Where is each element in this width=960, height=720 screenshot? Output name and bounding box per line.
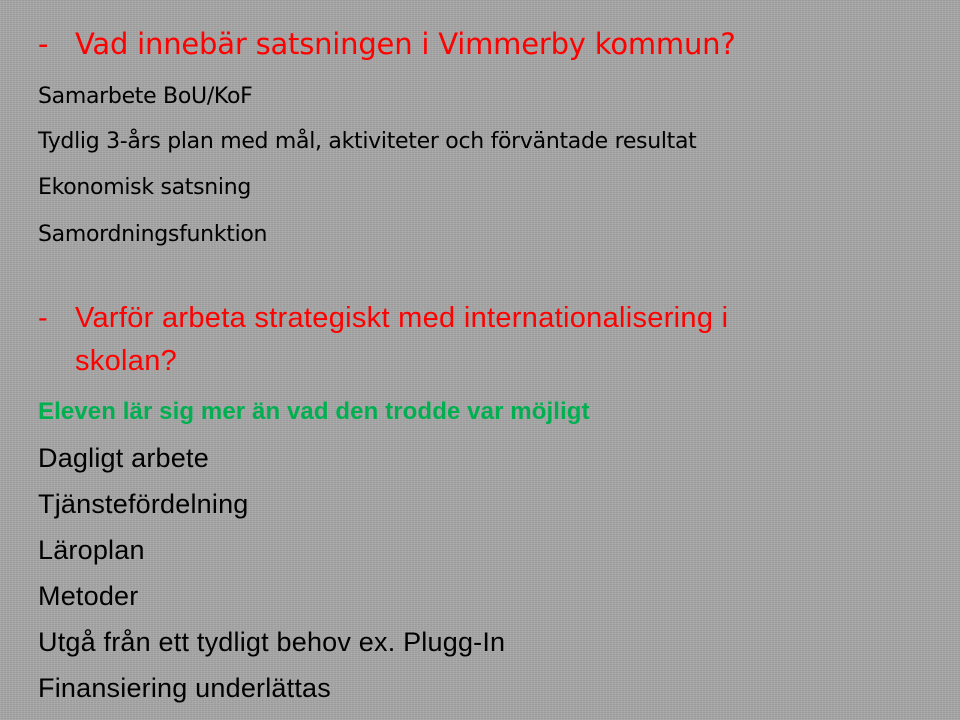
section1-dash: - [38, 26, 49, 61]
section2-item-tjanstefordelning: Tjänstefördelning [38, 489, 249, 519]
section2-item-metoder: Metoder [38, 581, 139, 611]
section1-item-samordning: Samordningsfunktion [38, 222, 268, 247]
section2-heading-continuation: skolan? [75, 345, 178, 377]
section2-dash: - [38, 302, 48, 334]
section2-item-laroplan: Läroplan [38, 535, 145, 565]
section2-heading-text: Varför arbeta strategiskt med internationalisering i [75, 302, 729, 334]
section1-item-ekonomisk: Ekonomisk satsning [38, 175, 252, 200]
section2-highlight: Eleven lär sig mer än vad den trodde var möjligt [38, 398, 590, 425]
section2-item-dagligt: Dagligt arbete [38, 443, 209, 473]
section1-item-samarbete: Samarbete BoU/KoF [38, 84, 253, 109]
section1-item-plan: Tydlig 3-års plan med mål, aktiviteter och förväntade resultat [38, 129, 697, 154]
section2-heading [38, 302, 728, 335]
section1-heading-text: Vad innebär satsningen i Vimmerby kommun? [75, 27, 736, 61]
section2-item-finansiering: Finansiering underlättas [38, 673, 331, 703]
section1-heading [38, 26, 736, 62]
section2-item-behov: Utgå från ett tydligt behov ex. Plugg-In [38, 627, 506, 657]
